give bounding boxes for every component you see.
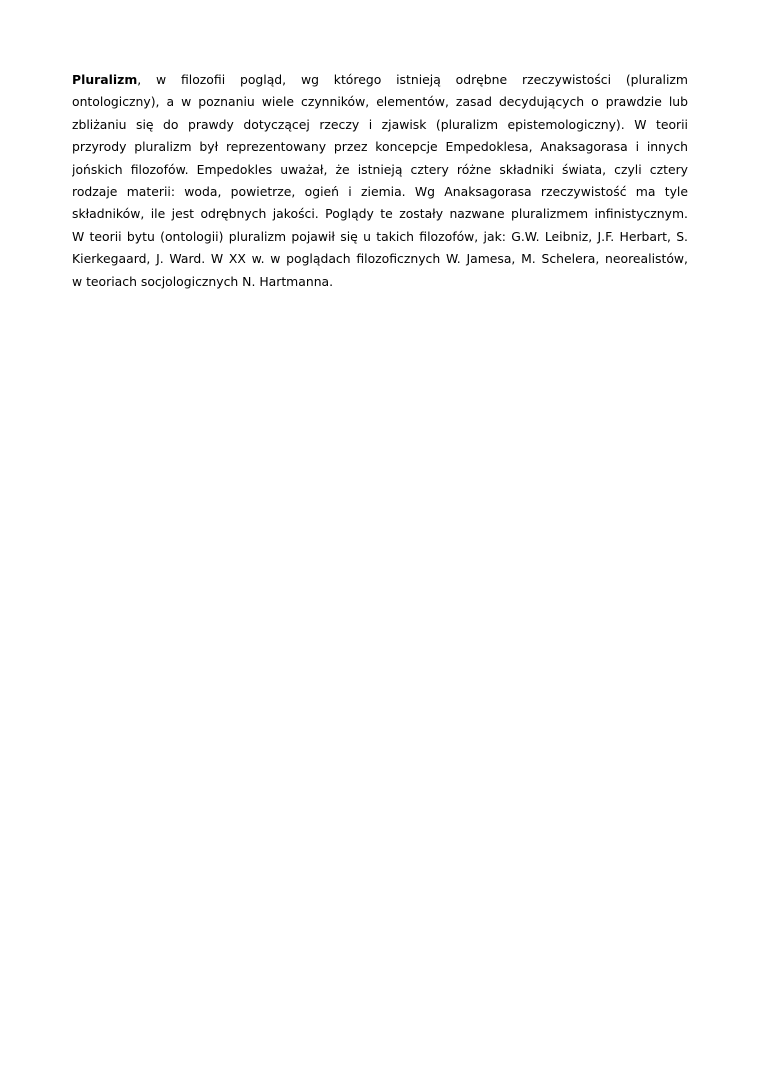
- body-paragraph: [72, 69, 688, 293]
- paragraph-line-1: [72, 69, 688, 91]
- paragraph-line-10: w teoriach socjologicznych N. Hartmanna.: [72, 273, 334, 289]
- headword-pluralizm: Pluralizm: [72, 72, 138, 87]
- paragraph-line-8: W teorii bytu (ontologii) pluralizm pojawił się u takich filozofów, jak: G.W. Leibniz, J.F. Herbart, S.: [72, 228, 688, 244]
- paragraph-line-5: jońskich filozofów. Empedokles uważał, że istnieją cztery różne składniki świata, czyli cztery: [72, 161, 688, 177]
- paragraph-line-4: przyrody pluralizm był reprezentowany przez koncepcje Empedoklesa, Anaksagorasa i innych: [72, 139, 688, 155]
- paragraph-line-7: składników, ile jest odrębnych jakości. Poglądy te zostały nazwane pluralizmem infinistycznym.: [72, 206, 688, 222]
- paragraph-line-3: zbliżaniu się do prawdy dotyczącej rzeczy i zjawisk (pluralizm epistemologiczny). W teorii: [72, 116, 688, 132]
- paragraph-line-1-text: , w filozofii pogląd, wg którego istnieją odrębne rzeczywistości (pluralizm: [137, 72, 688, 87]
- paragraph-line-9: Kierkegaard, J. Ward. W XX w. w poglądach filozoficznych W. Jamesa, M. Schelera, neorealistów,: [72, 251, 688, 267]
- paragraph-line-2: ontologiczny), a w poznaniu wiele czynników, elementów, zasad decydujących o prawdzie lub: [72, 94, 688, 110]
- paragraph-line-6: rodzaje materii: woda, powietrze, ogień i ziemia. Wg Anaksagorasa rzeczywistość ma tyle: [72, 183, 688, 199]
